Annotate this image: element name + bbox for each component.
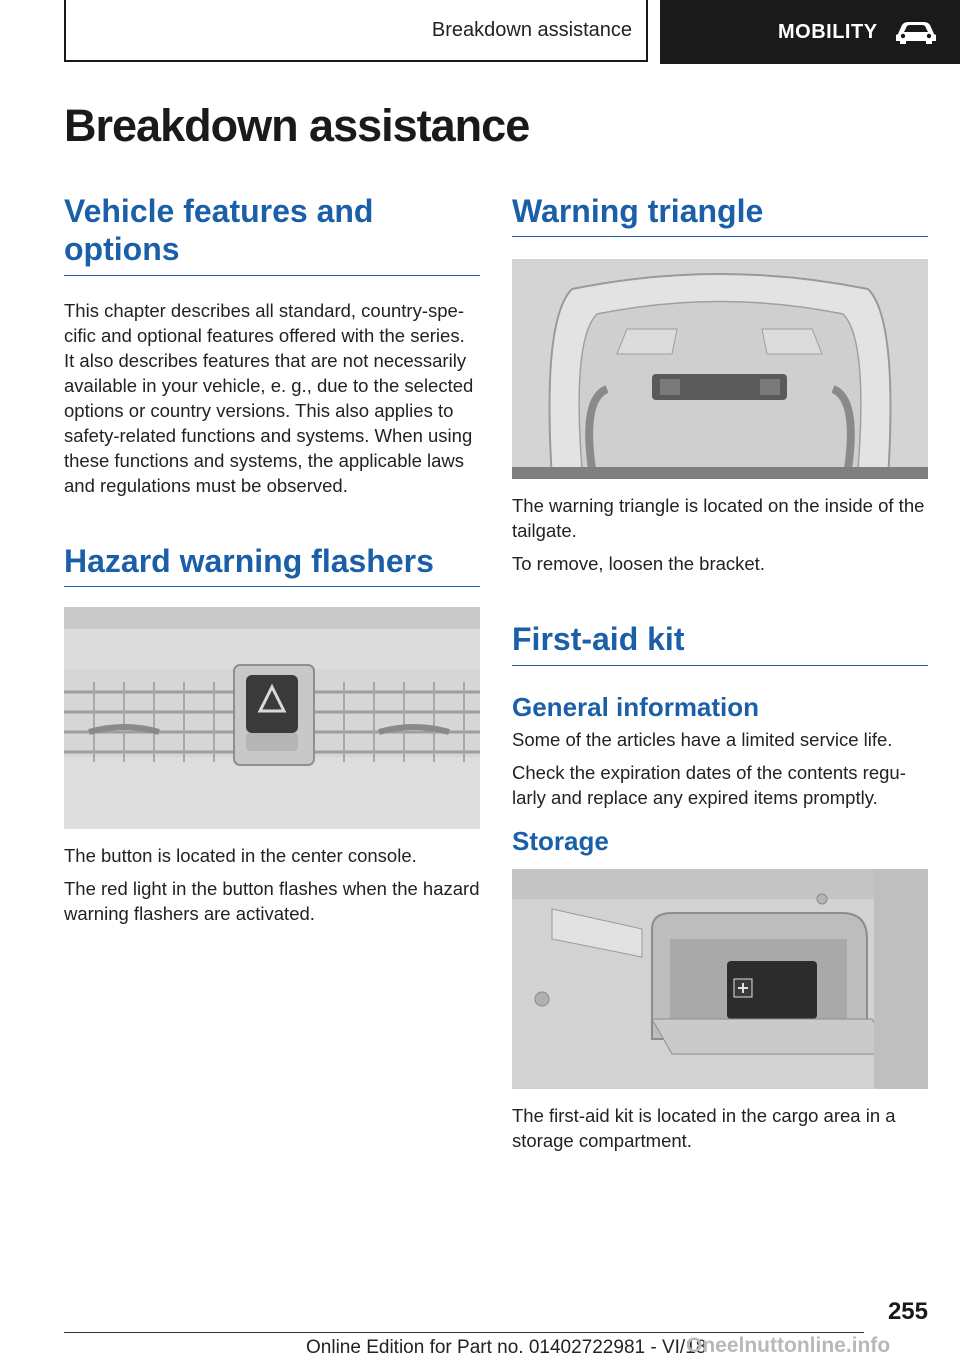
left-column: [64, 192, 480, 926]
warning-triangle-illustration: [512, 259, 928, 479]
header-chapter-tab: [660, 0, 960, 64]
page-number: 255: [887, 1298, 928, 1325]
hazard-text-1: The button is located in the center console.: [64, 845, 417, 867]
general-text-2: Check the expiration dates of the contents regularly and replace any expired items promptly.: [512, 761, 906, 808]
header-section-label: Breakdown assistance: [431, 18, 632, 41]
warning-triangle-heading: Warning triangle: [512, 192, 928, 237]
right-column: [512, 192, 928, 1153]
header-section-tab: [64, 0, 648, 62]
vehicle-features-text: This chapter describes all standard, country-specific and optional features offered with the series. It also describes features that are not necessarily available in your vehicle, e. g., due to the selected options or country versions. This also applies to safety-related functions and systems. When using these functions and systems, the applicable laws and regulations must be observed.: [64, 299, 474, 496]
footer-edition: Online Edition for Part no. 01402722981 - VI/18: [306, 1337, 707, 1358]
hazard-heading: Hazard warning flashers: [64, 542, 480, 587]
watermark: Oneelnuttonline.info: [686, 1334, 891, 1357]
hazard-button-illustration: [64, 607, 480, 829]
first-aid-kit-illustration: [512, 869, 928, 1089]
general-text-1: Some of the articles have a limited service life.: [512, 728, 893, 750]
first-aid-heading: First-aid kit: [512, 620, 928, 665]
triangle-text-2: To remove, loosen the bracket.: [512, 553, 765, 575]
page-title: Breakdown assistance: [64, 100, 530, 151]
general-information-heading: General information: [512, 691, 760, 722]
storage-heading: Storage: [512, 825, 609, 856]
triangle-text-1: The warning triangle is located on the inside of the tailgate.: [512, 495, 925, 542]
header-chapter-label: MOBILITY: [778, 20, 878, 43]
car-icon: [892, 19, 940, 45]
vehicle-features-heading: Vehicle features and options: [64, 192, 480, 276]
hazard-text-2: The red light in the button flashes when the hazard warning flashers are activated.: [64, 878, 480, 925]
footer-divider: [64, 1332, 864, 1333]
storage-text-1: The first-aid kit is located in the cargo area in a storage compartment.: [512, 1104, 896, 1151]
